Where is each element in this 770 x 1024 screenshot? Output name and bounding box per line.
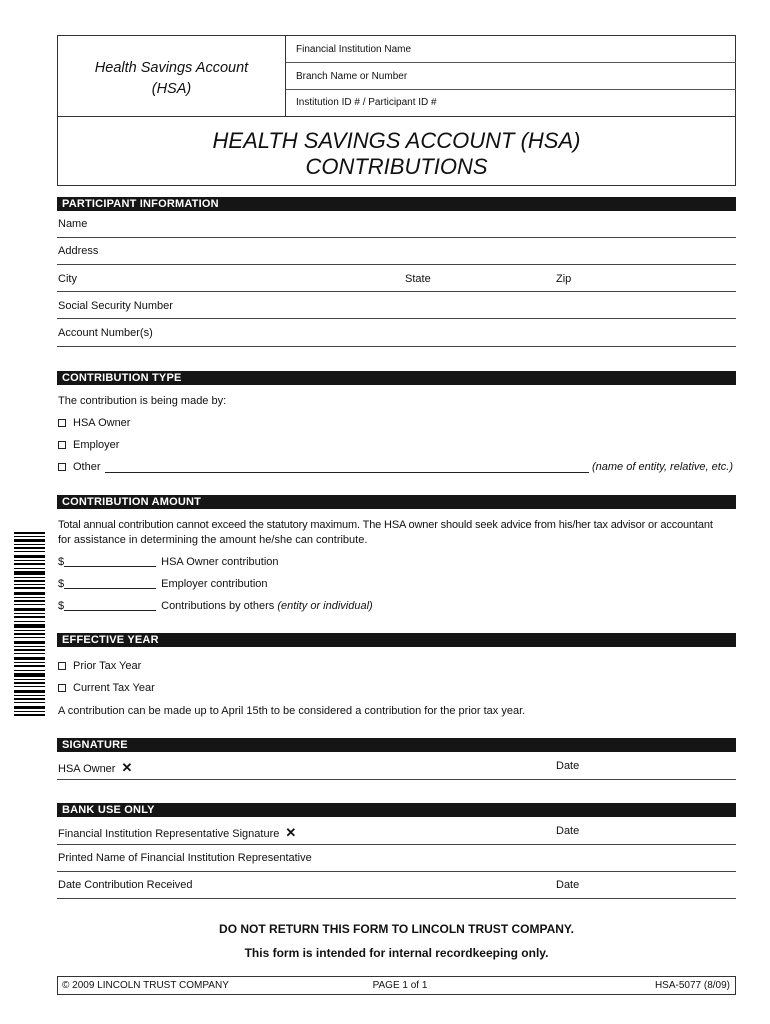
header-divider-vertical [285, 35, 286, 117]
date-contribution-received-field[interactable]: Date Contribution Received [58, 879, 193, 891]
page-title-line1: HEALTH SAVINGS ACCOUNT (HSA) [212, 128, 581, 153]
contribution-amount-note-line1: Total annual contribution cannot exceed the statutory maximum. The HSA owner should seek advice from his/her tax advisor or accountant [58, 519, 713, 531]
name-field[interactable]: Name [58, 218, 88, 230]
footer-page: PAGE 1 of 1 [372, 980, 428, 991]
prior-tax-year-option[interactable] [58, 660, 141, 672]
hsa-owner-contribution-label: HSA Owner contribution [161, 556, 279, 568]
city-rule [57, 291, 736, 292]
signature-heading: SIGNATURE [57, 738, 736, 752]
current-tax-year-checkbox[interactable] [58, 684, 66, 692]
hsa-owner-option-label: HSA Owner [73, 417, 131, 429]
notice-line1: DO NOT RETURN THIS FORM TO LINCOLN TRUST COMPANY. [219, 922, 574, 936]
other-option-label: Other [73, 461, 101, 473]
hsa-owner-signature-field[interactable] [58, 760, 132, 776]
branch-name-field[interactable]: Branch Name or Number [296, 71, 408, 82]
hsa-owner-signature-label: HSA Owner [58, 763, 116, 775]
hsa-owner-checkbox[interactable] [58, 419, 66, 427]
others-contribution-row [58, 600, 373, 612]
ssn-field[interactable]: Social Security Number [58, 300, 173, 312]
others-contribution-label: Contributions by others [161, 600, 275, 612]
currency-symbol: $ [58, 600, 65, 612]
other-option[interactable] [58, 461, 101, 473]
account-number-field[interactable]: Account Number(s) [58, 327, 153, 339]
current-tax-year-label: Current Tax Year [73, 682, 155, 694]
other-checkbox[interactable] [58, 463, 66, 471]
contribution-type-intro: The contribution is being made by: [58, 395, 227, 407]
hsa-owner-amount-blank[interactable] [64, 557, 156, 567]
printed-name-rule [57, 871, 736, 872]
currency-symbol: $ [58, 578, 65, 590]
employer-contribution-row [58, 578, 268, 590]
hsa-owner-option[interactable] [58, 417, 130, 429]
zip-field[interactable]: Zip [556, 273, 572, 285]
state-field[interactable]: State [405, 273, 431, 285]
footer-form-id: HSA-5077 (8/09) [654, 980, 730, 991]
header-left-title-line2: (HSA) [151, 81, 192, 97]
bank-use-only-heading: BANK USE ONLY [57, 803, 736, 817]
representative-signature-field[interactable] [58, 825, 296, 841]
employer-option[interactable] [58, 439, 119, 451]
institution-id-field[interactable]: Institution ID # / Participant ID # [296, 97, 437, 108]
representative-date-field[interactable]: Date [556, 825, 580, 837]
other-entity-note: (name of entity, relative, etc.) [592, 461, 734, 473]
header-field-rule-2 [286, 89, 736, 90]
financial-institution-name-field[interactable]: Financial Institution Name [296, 44, 412, 55]
received-date-field[interactable]: Date [556, 879, 580, 891]
name-rule [57, 237, 736, 238]
current-tax-year-option[interactable] [58, 682, 155, 694]
contribution-amount-note-line2: for assistance in determining the amount he/she can contribute. [58, 534, 368, 546]
employer-checkbox[interactable] [58, 441, 66, 449]
printed-name-field[interactable]: Printed Name of Financial Institution Representative [58, 852, 312, 864]
notice-line2: This form is intended for internal recordkeeping only. [244, 946, 549, 960]
page-title [57, 128, 736, 180]
representative-signature-rule [57, 844, 736, 845]
contribution-type-heading: CONTRIBUTION TYPE [57, 371, 736, 385]
date-received-rule [57, 898, 736, 899]
ssn-rule [57, 318, 736, 319]
address-field[interactable]: Address [58, 245, 99, 257]
header-field-rule-1 [286, 62, 736, 63]
prior-tax-year-label: Prior Tax Year [73, 660, 142, 672]
others-contribution-note: (entity or individual) [277, 600, 373, 612]
contribution-amount-heading: CONTRIBUTION AMOUNT [57, 495, 736, 509]
hsa-owner-contribution-row [58, 556, 279, 568]
footer-copyright: © 2009 LINCOLN TRUST COMPANY [62, 980, 229, 991]
other-entity-blank[interactable] [105, 472, 589, 473]
address-rule [57, 264, 736, 265]
employer-contribution-label: Employer contribution [161, 578, 268, 590]
signature-date-field[interactable]: Date [556, 760, 580, 772]
header-divider-horizontal [57, 116, 736, 117]
header-left-title-line1: Health Savings Account [94, 60, 249, 76]
effective-year-heading: EFFECTIVE YEAR [57, 633, 736, 647]
representative-signature-label: Financial Institution Representative Signature [58, 828, 280, 840]
participant-information-heading: PARTICIPANT INFORMATION [57, 197, 736, 211]
page-title-line2: CONTRIBUTIONS [305, 154, 488, 179]
account-rule [57, 346, 736, 347]
currency-symbol: $ [58, 556, 65, 568]
city-field[interactable]: City [58, 273, 77, 285]
barcode-strip [14, 532, 45, 716]
header-left-title [58, 58, 285, 100]
signature-rule [57, 779, 736, 780]
others-amount-blank[interactable] [64, 601, 156, 611]
sign-here-x-icon: ✕ [121, 760, 133, 775]
effective-year-note: A contribution can be made up to April 15th to be considered a contribution for the prior tax year. [58, 705, 526, 717]
employer-option-label: Employer [73, 439, 120, 451]
employer-amount-blank[interactable] [64, 579, 156, 589]
prior-tax-year-checkbox[interactable] [58, 662, 66, 670]
sign-here-x-icon: ✕ [285, 825, 297, 840]
